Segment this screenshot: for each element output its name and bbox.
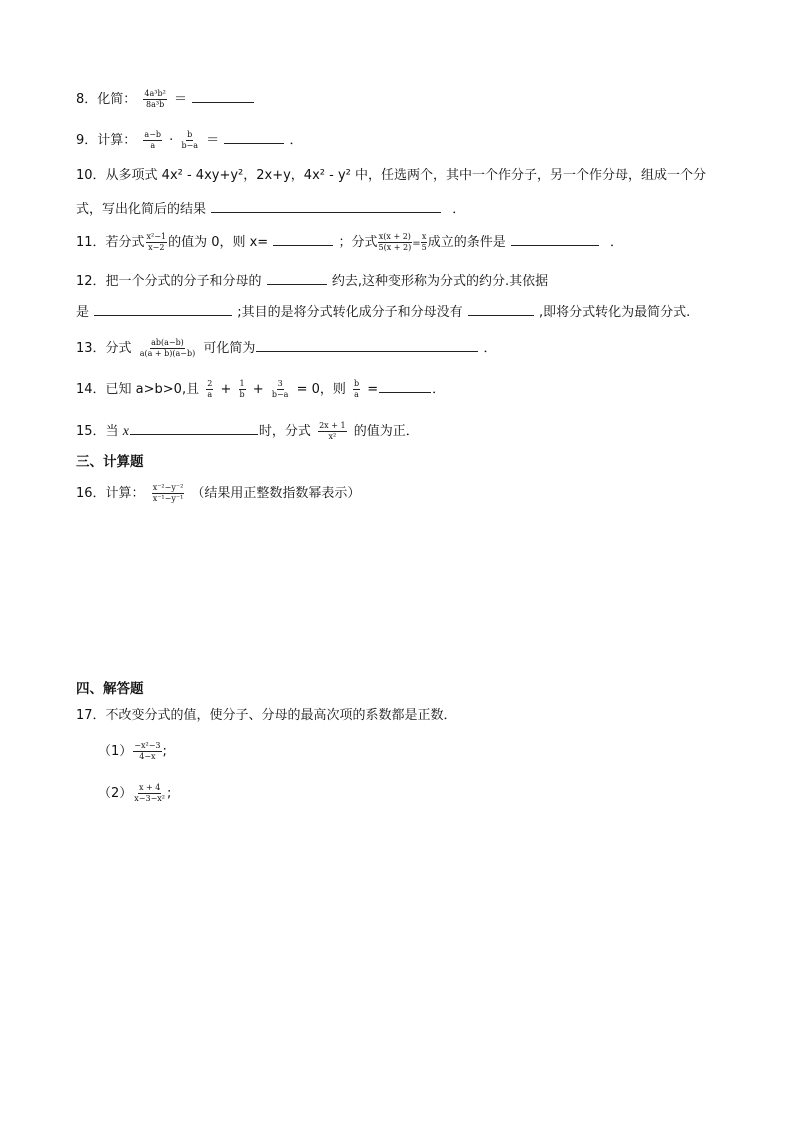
q14-f3-denominator: b−a: [271, 390, 289, 399]
q11-f2-denominator: 5(x + 2): [378, 243, 412, 252]
question-10-line-2: [76, 198, 465, 220]
q12-line2a-text: 是: [76, 305, 90, 320]
q11-equals: =: [412, 238, 421, 249]
q14-fraction-4: [353, 379, 360, 400]
q14-f1-numerator: 2: [207, 379, 213, 388]
q9-f2-numerator: b: [187, 130, 193, 139]
section-3-title: 三、计算题: [76, 454, 144, 470]
q14-answer-blank[interactable]: [379, 378, 431, 393]
q9-answer-blank[interactable]: [224, 129, 284, 144]
q16-label: 16．计算：: [76, 486, 145, 501]
q15-mid: 时，分式: [258, 424, 311, 439]
question-10-line-1: 10．从多项式 4x² ‐ 4xy+y²，2x+y，4x² ‐ y² 中，任选两个，其中一个作分子，另一个作分母，组成一个分: [76, 168, 706, 183]
q14-plus-2: +: [252, 382, 264, 397]
q10-end: ．: [452, 202, 466, 217]
q16-fraction: [152, 483, 185, 504]
q8-numerator: 4a³b²: [144, 89, 166, 98]
q17-p2-numerator: x + 4: [138, 783, 161, 792]
q10-line2-text: 式，写出化简后的结果: [76, 202, 207, 217]
q11-end: ．: [610, 235, 624, 250]
q11-fraction-3: [421, 232, 428, 253]
q15-fraction: [318, 421, 346, 442]
q14-equals: =: [367, 382, 379, 397]
question-9: [76, 129, 302, 151]
q14-end: ．: [432, 382, 446, 397]
question-12-line-1: [76, 270, 548, 292]
q10-answer-blank[interactable]: [211, 198, 441, 213]
q13-tail: 可化简为: [203, 341, 256, 356]
question-13: [76, 337, 497, 359]
q9-f2-denominator: b−a: [181, 141, 199, 150]
q14-f3-numerator: 3: [277, 379, 283, 388]
q17-p2-end: ;: [167, 786, 172, 801]
q17-p1-fraction: [133, 741, 161, 762]
q9-f1-denominator: a: [150, 141, 156, 150]
q17-p1-end: ;: [162, 744, 167, 759]
q14-f2-numerator: 1: [239, 379, 245, 388]
q15-label: 15．当: [76, 424, 119, 439]
q12-line2b-text: ;其目的是将分式转化成分子和分母没有: [237, 305, 463, 320]
q16-denominator: x⁻¹−y⁻¹: [152, 494, 184, 503]
q13-denominator: a(a + b)(a−b): [139, 349, 196, 358]
q12-line1-text: 12．把一个分式的分子和分母的: [76, 274, 262, 289]
q13-label: 13．分式: [76, 341, 132, 356]
q14-f4-denominator: a: [354, 390, 359, 399]
q17-part-2: [98, 783, 171, 804]
q11-fraction-2: [377, 232, 412, 253]
q9-label: 9．计算：: [76, 133, 137, 148]
question-14: [76, 378, 445, 400]
q12-blank-1[interactable]: [267, 270, 327, 285]
q12-line1b-text: 约去,这种变形称为分式的约分.其依据: [331, 274, 549, 289]
q13-numerator: ab(a−b): [151, 338, 184, 347]
q17-part-1: [98, 741, 167, 762]
q15-numerator: 2x + 1: [319, 421, 346, 430]
q11-mid2: ；分式: [338, 235, 378, 250]
question-12-line-2: [76, 301, 690, 323]
q11-f3-denominator: 5: [421, 243, 427, 252]
q9-fraction-2: [180, 130, 199, 151]
q11-blank-1[interactable]: [273, 231, 333, 246]
q8-fraction: [143, 89, 166, 110]
q9-equals: ＝: [206, 133, 220, 148]
q17-p2-denominator: x−3−x²: [134, 794, 166, 803]
q11-f2-numerator: x(x + 2): [378, 232, 411, 241]
q15-variable: x: [122, 424, 129, 439]
q14-f2-denominator: b: [239, 390, 245, 399]
q11-f1-numerator: x²−1: [146, 232, 167, 241]
q13-end: ．: [483, 341, 497, 356]
question-16: [76, 483, 360, 504]
q17-p2-fraction: [133, 783, 166, 804]
question-8: [76, 88, 255, 110]
q12-blank-2[interactable]: [94, 301, 232, 316]
q13-fraction: [139, 338, 197, 359]
q15-answer-blank[interactable]: [130, 420, 258, 435]
q17-p1-numerator: −x²−3: [134, 741, 161, 750]
q11-label: 11．若分式: [76, 235, 145, 250]
q8-answer-blank[interactable]: [192, 88, 254, 103]
q11-f3-numerator: x: [421, 232, 427, 241]
q11-mid: 的值为 0，则 x=: [168, 235, 269, 250]
q17-p1-label: （1）: [98, 744, 133, 759]
question-17: 17．不改变分式的值，使分子、分母的最高次项的系数都是正数．: [76, 708, 457, 723]
q15-tail: 的值为正．: [353, 424, 419, 439]
q14-fraction-2: [239, 379, 246, 400]
q8-label: 8．化简：: [76, 92, 137, 107]
q16-numerator: x⁻²−y⁻²: [152, 483, 184, 492]
question-15: [76, 420, 419, 442]
q14-fraction-3: [271, 379, 290, 400]
q16-note: （结果用正整数指数幂表示）: [191, 486, 361, 501]
q14-plus-1: +: [220, 382, 232, 397]
q17-p1-denominator: 4−x: [139, 752, 156, 761]
q8-equals: ＝: [173, 92, 187, 107]
q14-fraction-1: [206, 379, 213, 400]
question-11: [76, 231, 623, 254]
q11-tail: 成立的条件是: [427, 235, 506, 250]
q14-f1-denominator: a: [207, 390, 213, 399]
section-4-title: 四、解答题: [76, 681, 144, 697]
q9-f1-numerator: a−b: [144, 130, 162, 139]
q11-f1-denominator: x−2: [148, 243, 165, 252]
q14-f4-numerator: b: [354, 379, 360, 388]
q17-p2-label: （2）: [98, 786, 133, 801]
q12-line2c-text: ,即将分式转化为最简分式.: [538, 305, 691, 320]
q9-dot: ·: [169, 133, 174, 148]
q13-answer-blank[interactable]: [256, 337, 478, 352]
q15-denominator: x²: [328, 432, 337, 441]
q12-blank-3[interactable]: [468, 301, 534, 316]
q9-fraction-1: [143, 130, 162, 151]
q8-denominator: 8a³b: [146, 100, 165, 109]
q11-blank-2[interactable]: [511, 231, 599, 246]
q14-label: 14．已知 a>b>0,且: [76, 382, 200, 397]
q14-equals-zero: = 0，则: [296, 382, 346, 397]
q11-fraction-1: [146, 232, 168, 253]
q9-end: ．: [289, 133, 303, 148]
